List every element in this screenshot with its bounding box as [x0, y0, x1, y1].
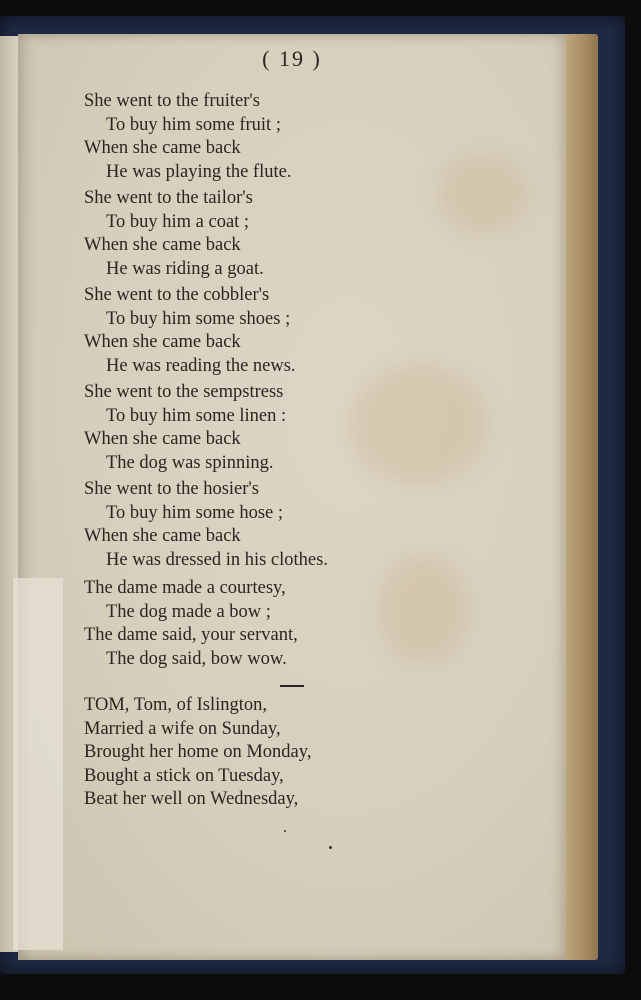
verse-line: To buy him a coat ; [106, 211, 250, 232]
verse-line: The dog was spinning. [106, 452, 274, 473]
paper-stain [348, 364, 488, 484]
paper-stain [378, 554, 468, 664]
verse-line: She went to the tailor's [84, 188, 253, 208]
verse-line: To buy him some shoes ; [106, 308, 291, 329]
verse-line: She went to the hosier's [84, 479, 259, 499]
verse-line: The dog said, bow wow. [106, 648, 287, 669]
stanza-fruiter [84, 90, 291, 184]
verse-line: He was dressed in his clothes. [106, 549, 328, 570]
verse-line: She went to the fruiter's [84, 91, 260, 111]
ink-speck [284, 830, 286, 832]
verse-line: TOM, Tom, of Islington, [84, 695, 268, 715]
verse-line: To buy him some linen : [106, 405, 287, 426]
verse-line: The dame said, your servant, [84, 625, 298, 645]
verse-line: She went to the sempstress [84, 382, 284, 402]
stanza-cobbler [84, 284, 296, 378]
verse-line: When she came back [84, 235, 241, 255]
verse-line: When she came back [84, 429, 241, 449]
verse-line: He was playing the flute. [106, 161, 292, 182]
verse-line: To buy him some fruit ; [106, 114, 281, 135]
stanza-dame [84, 577, 298, 671]
verse-line: The dame made a courtesy, [84, 578, 286, 598]
verse-line: He was reading the news. [106, 355, 296, 376]
stanza-tom-of-islington [84, 694, 311, 812]
verse-line: Beat her well on Wednesday, [84, 789, 299, 809]
verse-line: When she came back [84, 138, 241, 158]
verse-line: He was riding a goat. [106, 258, 264, 279]
repair-tape [12, 578, 63, 950]
verse-line: The dog made a bow ; [106, 601, 271, 622]
verse-line: To buy him some hose ; [106, 502, 284, 523]
stanza-hosier [84, 478, 328, 572]
book-page [18, 34, 566, 960]
verse-line: Bought a stick on Tuesday, [84, 765, 284, 786]
verse-line: When she came back [84, 332, 241, 352]
paper-stain [438, 154, 528, 234]
verse-divider [280, 685, 304, 687]
verse-line: She went to the cobbler's [84, 285, 270, 305]
ink-speck [329, 846, 332, 849]
verse-line: Brought her home on Monday, [84, 742, 312, 762]
page-number: ( 19 ) [262, 46, 322, 71]
verse-line: Married a wife on Sunday, [84, 718, 281, 739]
stanza-sempstress [84, 381, 286, 475]
stanza-tailor [84, 187, 264, 281]
verse-line: When she came back [84, 526, 241, 546]
